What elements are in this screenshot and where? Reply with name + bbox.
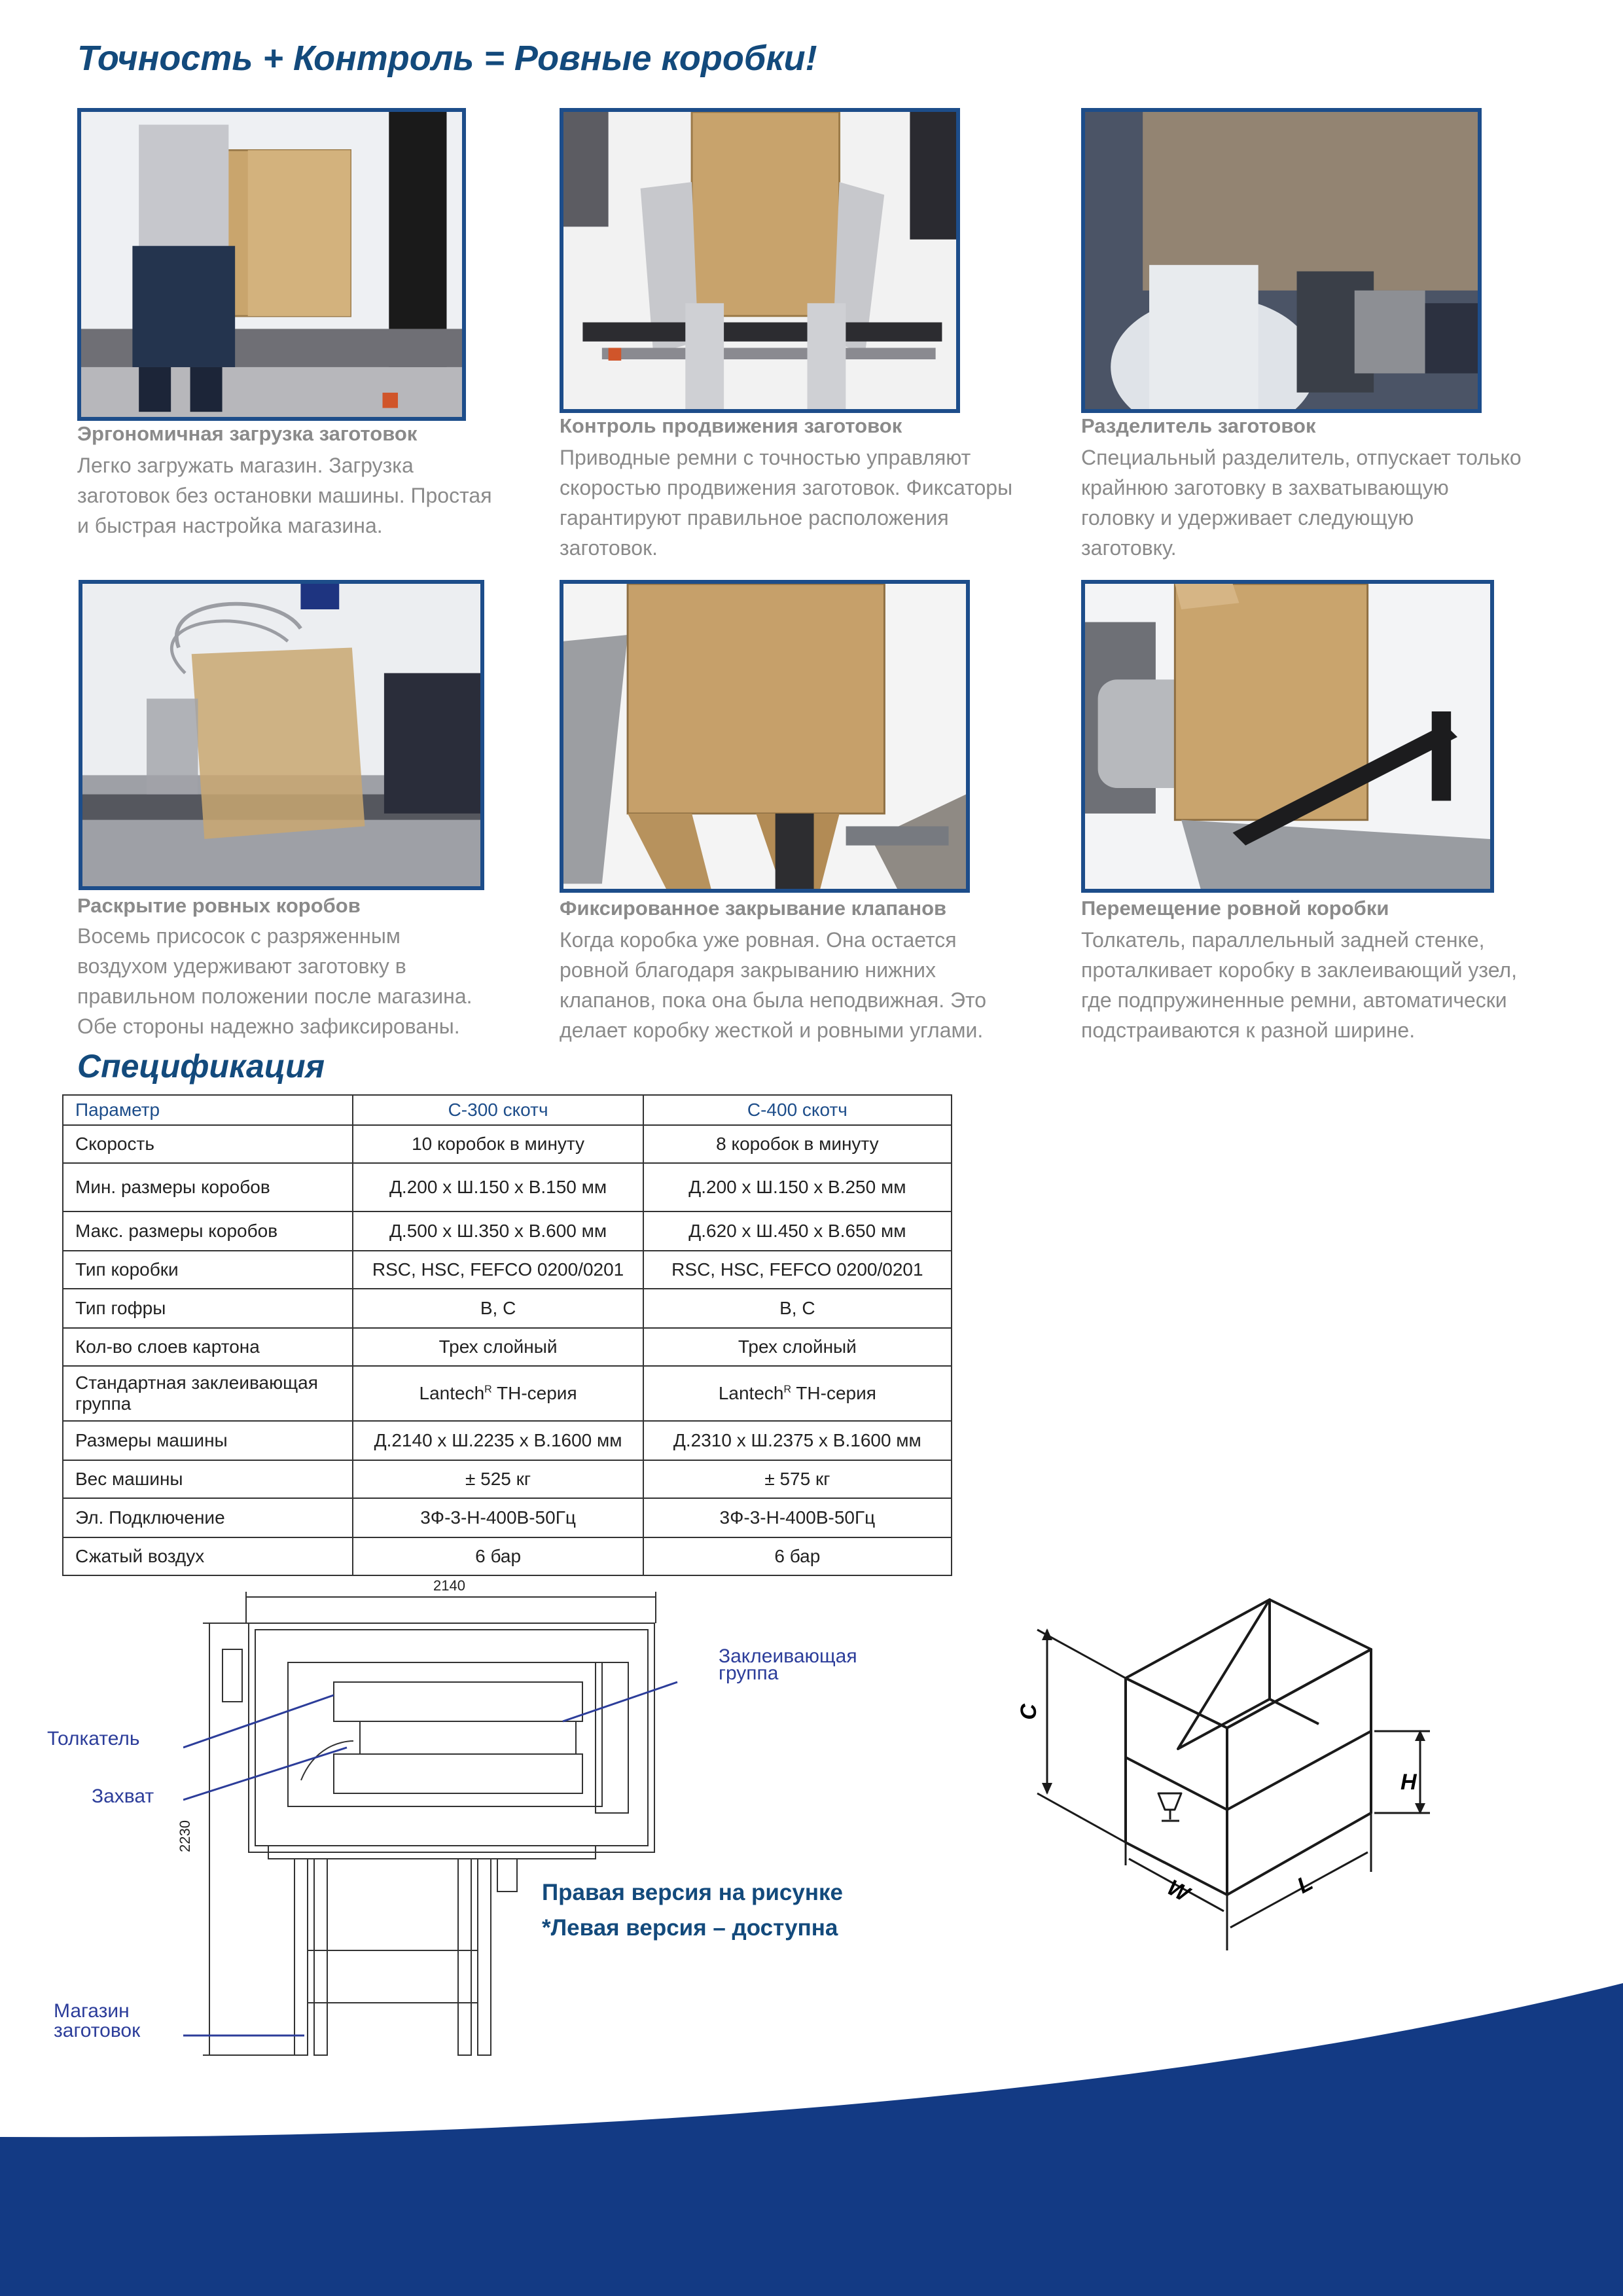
spec-cell: 3Ф-3-Н-400В-50Гц bbox=[353, 1498, 643, 1537]
box-dim-w: W bbox=[1163, 1874, 1194, 1907]
page-title: Точность + Контроль = Ровные коробки! bbox=[77, 39, 817, 78]
spec-cell: 8 коробок в минуту bbox=[643, 1125, 952, 1163]
label-gripper: Захват bbox=[92, 1785, 154, 1807]
photo-flap-folding bbox=[560, 580, 970, 893]
spec-cell: Д.200 х Ш.150 х В.150 мм bbox=[353, 1163, 643, 1211]
box-dimension-diagram bbox=[1021, 1584, 1453, 1977]
spec-header-cell: С-300 скотч bbox=[353, 1095, 643, 1125]
spec-cell: Lantech$^R$ TH-серия bbox=[353, 1366, 643, 1421]
spec-cell: Трех слойный bbox=[643, 1328, 952, 1366]
spec-cell: Д.620 х Ш.450 х В.650 мм bbox=[643, 1211, 952, 1251]
spec-header-cell: Параметр bbox=[63, 1095, 353, 1125]
spec-cell: Скорость bbox=[63, 1125, 353, 1163]
spec-cell: RSC, HSC, FEFCO 0200/0201 bbox=[643, 1251, 952, 1289]
box-dim-l: L bbox=[1293, 1870, 1317, 1899]
feature-title: Раскрытие ровных коробов bbox=[77, 894, 361, 917]
spec-row bbox=[63, 1537, 952, 1575]
spec-row bbox=[63, 1460, 952, 1498]
spec-cell: ± 525 кг bbox=[353, 1460, 643, 1498]
spec-cell: Сжатый воздух bbox=[63, 1537, 353, 1575]
photo-box-erecting bbox=[79, 580, 484, 890]
spec-row bbox=[63, 1125, 952, 1163]
spec-cell: 6 бар bbox=[353, 1537, 643, 1575]
spec-cell: Д.2140 х Ш.2235 х В.1600 мм bbox=[353, 1421, 643, 1460]
machine-drawing bbox=[183, 1584, 681, 2068]
drawing-height: 2230 bbox=[177, 1820, 193, 1852]
box-dim-h: H bbox=[1400, 1770, 1417, 1795]
box-dim-c: C bbox=[1016, 1704, 1041, 1720]
spec-cell: 6 бар bbox=[643, 1537, 952, 1575]
photo-blank-separator bbox=[1081, 108, 1482, 413]
feature-text: Приводные ремни с точностью управляют скоростью продвижения заготовок. Фиксаторы гарантируют правильное расположения заготовок. bbox=[560, 446, 1013, 560]
version-note-right: Правая версия на рисунке bbox=[542, 1880, 843, 1905]
spec-cell: 10 коробок в минуту bbox=[353, 1125, 643, 1163]
feature-title: Контроль продвижения заготовок bbox=[560, 414, 902, 437]
drawing-width: 2140 bbox=[433, 1577, 465, 1594]
spec-cell: Трех слойный bbox=[353, 1328, 643, 1366]
label-magazine: Магазин заготовок bbox=[54, 2000, 141, 2041]
feature-title: Разделитель заготовок bbox=[1081, 414, 1316, 437]
spec-cell: Тип гофры bbox=[63, 1289, 353, 1328]
spec-row bbox=[63, 1328, 952, 1366]
spec-cell: Стандартная заклеивающая группа bbox=[63, 1366, 353, 1421]
label-pusher: Толкатель bbox=[47, 1728, 140, 1749]
spec-cell: Кол-во слоев картона bbox=[63, 1328, 353, 1366]
spec-cell: Эл. Подключение bbox=[63, 1498, 353, 1537]
spec-header-row bbox=[63, 1095, 952, 1125]
feature-text: Восемь присосок с разряженным воздухом удерживают заготовку в правильном положении после магазина. Обе стороны надежно зафиксированы. bbox=[77, 924, 473, 1038]
spec-row bbox=[63, 1498, 952, 1537]
photo-feed-control bbox=[560, 108, 960, 413]
feature-text: Легко загружать магазин. Загрузка заготовок без остановки машины. Простая и быстрая настройка магазина. bbox=[77, 454, 492, 537]
spec-row bbox=[63, 1421, 952, 1460]
spec-cell: Размеры машины bbox=[63, 1421, 353, 1460]
photo-blank-loading bbox=[77, 108, 466, 421]
spec-cell: Макс. размеры коробов bbox=[63, 1211, 353, 1251]
spec-cell: Мин. размеры коробов bbox=[63, 1163, 353, 1211]
spec-row bbox=[63, 1163, 952, 1211]
spec-cell: Вес машины bbox=[63, 1460, 353, 1498]
feature-title: Фиксированное закрывание клапанов bbox=[560, 897, 947, 920]
photo-box-transfer bbox=[1081, 580, 1494, 893]
label-taping-group: Заклеивающая группа bbox=[719, 1645, 857, 1684]
spec-row bbox=[63, 1251, 952, 1289]
spec-row bbox=[63, 1366, 952, 1421]
spec-cell: Тип коробки bbox=[63, 1251, 353, 1289]
spec-cell: Д.2310 х Ш.2375 х В.1600 мм bbox=[643, 1421, 952, 1460]
spec-cell: RSC, HSC, FEFCO 0200/0201 bbox=[353, 1251, 643, 1289]
spec-cell: Д.200 х Ш.150 х В.250 мм bbox=[643, 1163, 952, 1211]
spec-row bbox=[63, 1289, 952, 1328]
feature-title: Эргономичная загрузка заготовок bbox=[77, 422, 418, 445]
spec-table bbox=[62, 1094, 952, 1576]
feature-title: Перемещение ровной коробки bbox=[1081, 897, 1389, 920]
spec-title: Спецификация bbox=[77, 1048, 325, 1085]
spec-row bbox=[63, 1211, 952, 1251]
feature-text: Толкатель, параллельный задней стенке, проталкивает коробку в заклеивающий узел, где подпружиненные ремни, автоматически подстраиваются к разной ширине. bbox=[1081, 928, 1517, 1042]
feature-text: Когда коробка уже ровная. Она остается ровной благодаря закрыванию нижних клапанов, пока она была неподвижная. Это делает коробку жесткой и ровными углами. bbox=[560, 928, 987, 1042]
spec-cell: Lantech$^R$ TH-серия bbox=[643, 1366, 952, 1421]
spec-cell: ± 575 кг bbox=[643, 1460, 952, 1498]
feature-text: Специальный разделитель, отпускает только крайнюю заготовку в захватывающую головку и удерживает следующую заготовку. bbox=[1081, 446, 1522, 560]
spec-header-cell: С-400 скотч bbox=[643, 1095, 952, 1125]
version-note-left: *Левая версия – доступна bbox=[542, 1915, 838, 1941]
spec-cell: B, C bbox=[353, 1289, 643, 1328]
spec-cell: Д.500 х Ш.350 х В.600 мм bbox=[353, 1211, 643, 1251]
spec-cell: 3Ф-3-Н-400В-50Гц bbox=[643, 1498, 952, 1537]
spec-cell: B, C bbox=[643, 1289, 952, 1328]
